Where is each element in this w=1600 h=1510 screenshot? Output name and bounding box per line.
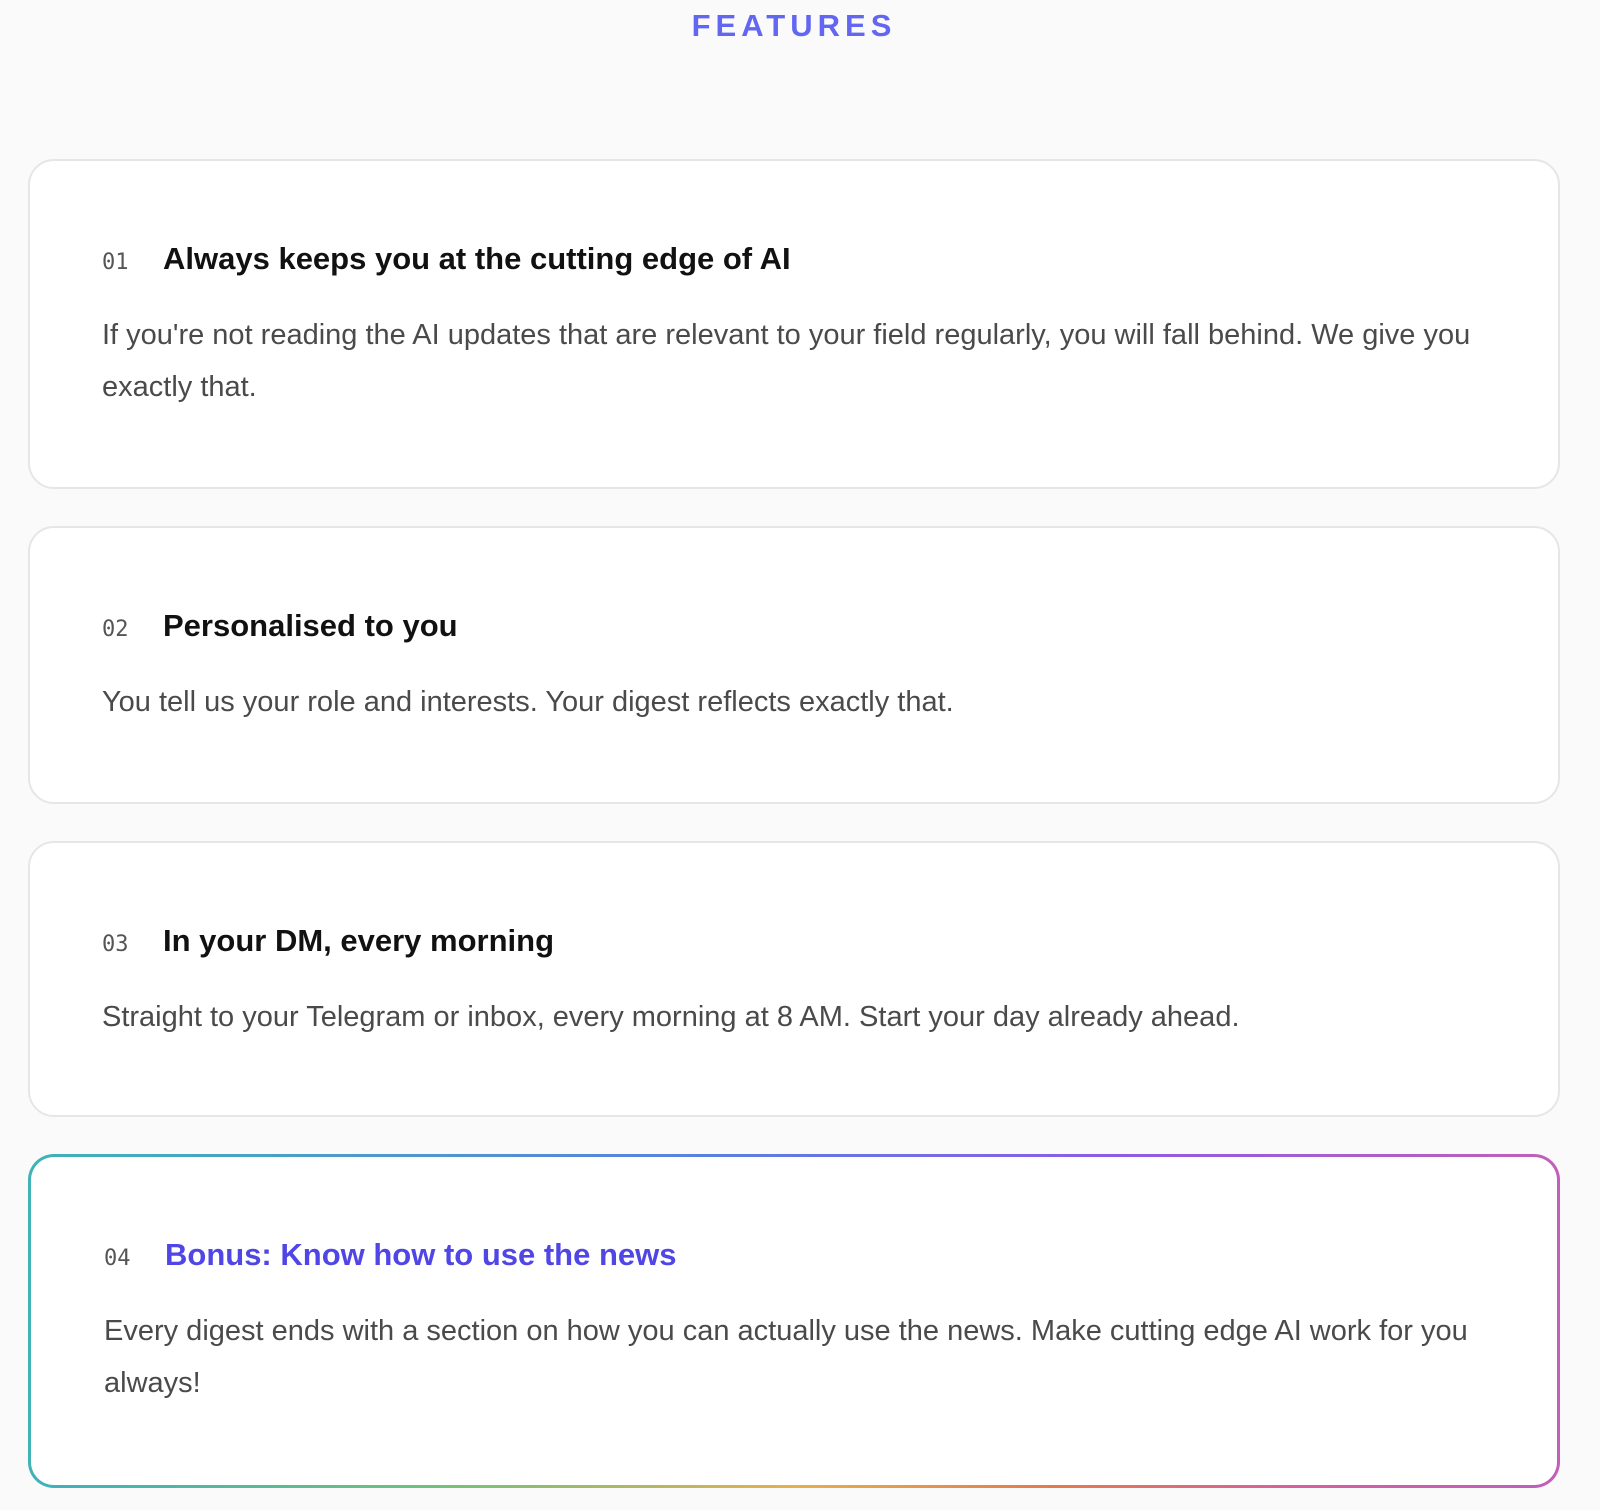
feature-number: 04 [104,1246,131,1271]
feature-title: In your DM, every morning [163,923,555,958]
feature-card-header [102,923,554,959]
feature-number: 03 [102,932,129,957]
feature-description: Straight to your Telegram or inbox, every morning at 8 AM. Start your day already ahead. [102,1001,1240,1033]
feature-number: 01 [102,250,129,275]
feature-card-header [102,241,791,277]
feature-description: You tell us your role and interests. Your digest reflects exactly that. [102,686,954,718]
feature-title-bonus: Bonus: Know how to use the news [165,1237,677,1272]
feature-card-header [102,608,458,644]
feature-description: Every digest ends with a section on how you can actually use the news. Make cutting edge AI work for you always! [104,1315,1468,1399]
feature-title: Personalised to you [163,608,458,643]
feature-card-1 [28,159,1560,489]
feature-card-header [104,1237,677,1273]
section-label: FEATURES [691,8,897,43]
feature-description: If you're not reading the AI updates that are relevant to your field regularly, you will fall behind. We give you exactly that. [102,319,1471,403]
feature-title: Always keeps you at the cutting edge of AI [163,241,791,276]
feature-card-2 [28,526,1560,804]
feature-number: 02 [102,617,129,642]
feature-card-bonus [28,1154,1560,1488]
feature-card-3 [28,841,1560,1117]
